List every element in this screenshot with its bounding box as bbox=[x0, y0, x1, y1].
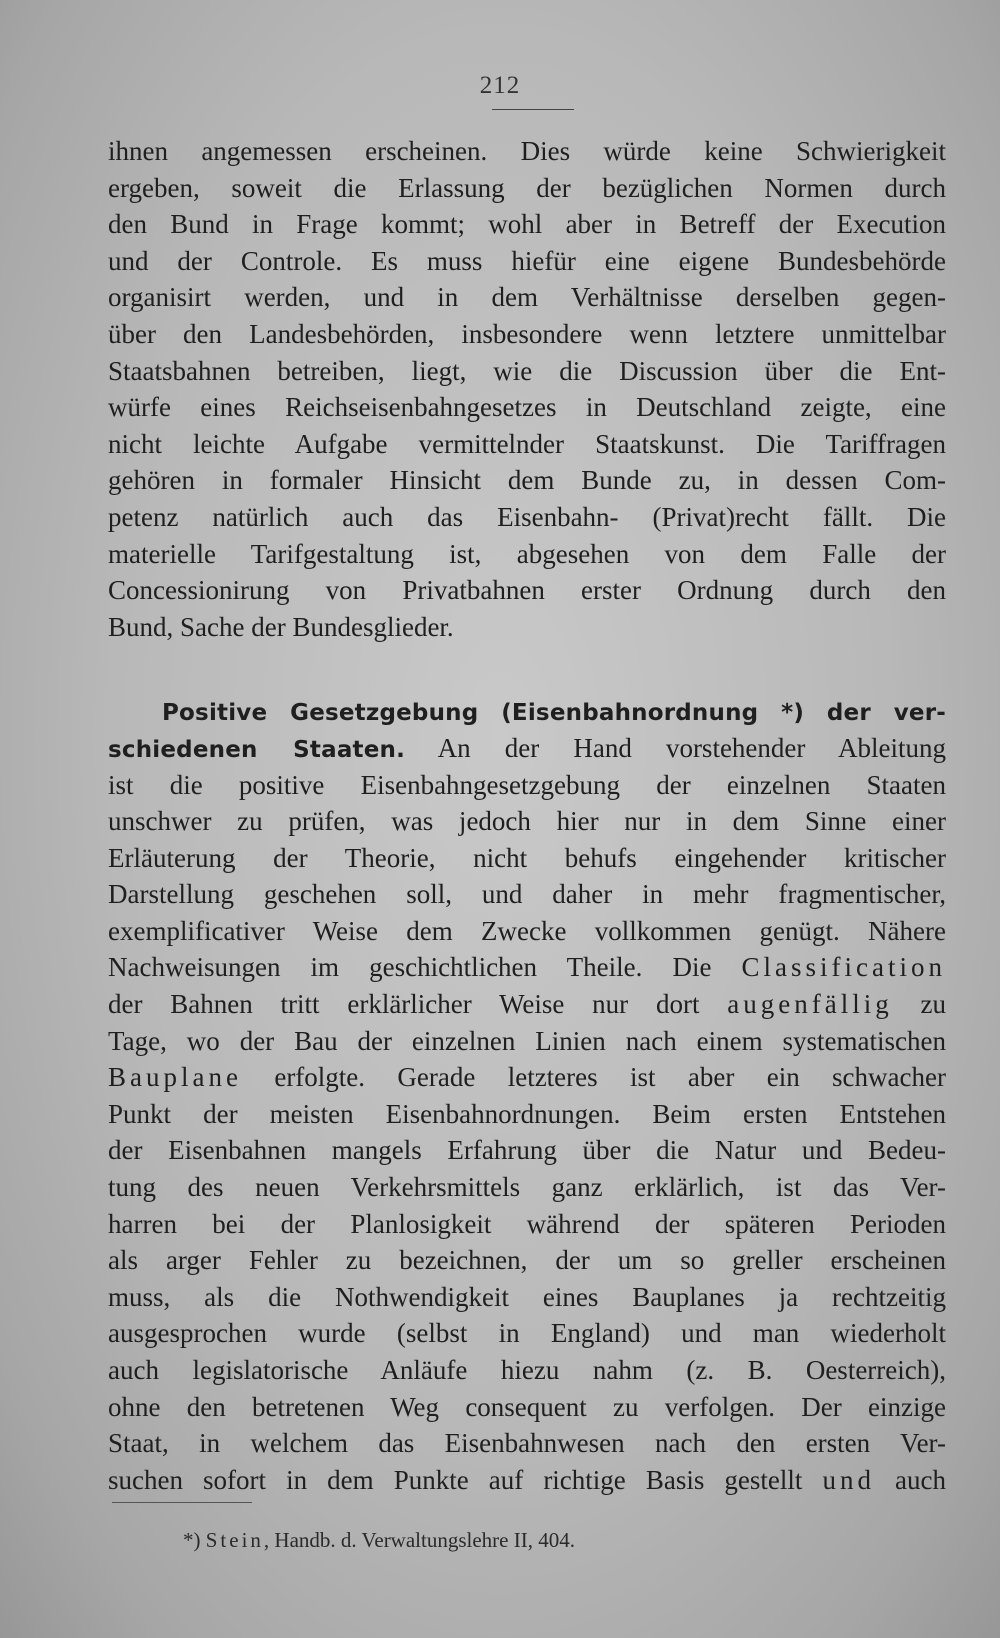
page-number: 212 bbox=[479, 72, 521, 99]
text-line: Tage, wo der Bau der einzelnen Linien nach einem systematischen bbox=[108, 1025, 946, 1056]
page-number-rule bbox=[492, 109, 574, 110]
emphasis-spaced: und bbox=[822, 1464, 875, 1495]
text-line: tung des neuen Verkehrsmittels ganz erklärlich, ist das Ver- bbox=[108, 1172, 946, 1203]
emphasis-spaced: augenfällig bbox=[727, 989, 893, 1020]
text-line: als arger Fehler zu bezeichnen, der um so greller erscheinen bbox=[108, 1245, 946, 1276]
emphasis-spaced: Classification bbox=[741, 952, 946, 983]
text-run: Nachweisungen im geschichtlichen Theile. Die bbox=[108, 952, 742, 983]
text-line: ihnen angemessen erscheinen. Dies würde keine Schwierigkeit bbox=[108, 136, 946, 166]
footnote-marker: *) bbox=[183, 1528, 206, 1552]
text-line: nicht leichte Aufgabe vermittelnder Staatskunst. Die Tariffragen bbox=[108, 428, 946, 459]
text-line bbox=[108, 730, 946, 767]
text-line bbox=[108, 949, 946, 986]
text-line: ohne den betretenen Weg consequent zu verfolgen. Der einzige bbox=[108, 1391, 946, 1422]
emphasis-spaced: Bauplane bbox=[108, 1062, 242, 1093]
section-heading-line bbox=[108, 693, 946, 730]
text-run: erfolgte. Gerade letzteres ist aber ein schwacher bbox=[241, 1062, 946, 1093]
text-line: und der Controle. Es muss hiefür eine eigene Bundesbehörde bbox=[108, 245, 946, 276]
text-line: unschwer zu prüfen, was jedoch hier nur in dem Sinne einer bbox=[108, 806, 946, 837]
text-line bbox=[108, 1059, 946, 1096]
body-text bbox=[108, 133, 946, 1498]
text-line: harren bei der Planlosigkeit während der späteren Perioden bbox=[108, 1208, 946, 1239]
text-line: Staatsbahnen betreiben, liegt, wie die Discussion über die Ent- bbox=[108, 355, 946, 386]
footnote-author: Stein bbox=[205, 1528, 264, 1552]
text-line: petenz natürlich auch das Eisenbahn- (Privat)recht fällt. Die bbox=[108, 501, 946, 532]
text-run: suchen sofort in dem Punkte auf richtige Basis gestellt bbox=[108, 1464, 823, 1495]
text-line: ausgesprochen wurde (selbst in England) und man wiederholt bbox=[108, 1318, 946, 1349]
text-run: zu bbox=[892, 989, 946, 1020]
footnote-citation: , Handb. d. Verwaltungslehre II, 404. bbox=[263, 1528, 575, 1552]
text-line: Punkt der meisten Eisenbahnordnungen. Beim ersten Entstehen bbox=[108, 1098, 946, 1129]
text-line: Bund, Sache der Bundesglieder. bbox=[108, 611, 454, 642]
text-line: exemplificativer Weise dem Zwecke vollkommen genügt. Nähere bbox=[108, 915, 946, 946]
text-line: gehören in formaler Hinsicht dem Bunde zu, in dessen Com- bbox=[108, 465, 946, 496]
text-line: den Bund in Frage kommt; wohl aber in Betreff der Execution bbox=[108, 209, 946, 240]
text-line: muss, als die Nothwendigkeit eines Bauplanes ja rechtzeitig bbox=[108, 1281, 946, 1312]
text-run: der Bahnen tritt erklärlicher Weise nur dort bbox=[108, 989, 728, 1020]
footnote bbox=[183, 1528, 575, 1553]
text-run: auch bbox=[874, 1464, 946, 1495]
text-line: materielle Tarifgestaltung ist, abgesehen von dem Falle der bbox=[108, 538, 946, 569]
text-line bbox=[108, 1462, 946, 1499]
paragraph-gap bbox=[108, 645, 946, 693]
text-line: Darstellung geschehen soll, und daher in mehr fragmentischer, bbox=[108, 879, 946, 910]
text-line: auch legislatorische Anläufe hiezu nahm (z. B. Oesterreich), bbox=[108, 1355, 946, 1385]
text-line: würfe eines Reichseisenbahngesetzes in Deutschland zeigte, eine bbox=[108, 392, 946, 423]
section-heading: Positive Gesetzgebung (Eisenbahnordnung *) der ver- bbox=[162, 700, 946, 727]
text-line: ist die positive Eisenbahngesetzgebung der einzelnen Staaten bbox=[108, 769, 946, 800]
text-line: Concessionirung von Privatbahnen erster Ordnung durch den bbox=[108, 575, 946, 606]
section-heading-continued: schiedenen Staaten. bbox=[108, 736, 406, 763]
footnote-rule bbox=[112, 1502, 252, 1503]
text-line: über den Landesbehörden, insbesondere wenn letztere unmittelbar bbox=[108, 318, 946, 349]
text-line: der Eisenbahnen mangels Erfahrung über die Natur und Bedeu- bbox=[108, 1135, 946, 1166]
text-line: Erläuterung der Theorie, nicht behufs eingehender kritischer bbox=[108, 842, 946, 873]
text-line bbox=[108, 986, 946, 1023]
text-line: Staat, in welchem das Eisenbahnwesen nach den ersten Ver- bbox=[108, 1428, 946, 1459]
text-line: organisirt werden, und in dem Verhältnisse derselben gegen- bbox=[108, 282, 946, 313]
text-run: An der Hand vorstehender Ableitung bbox=[405, 732, 946, 763]
text-line: ergeben, soweit die Erlassung der bezüglichen Normen durch bbox=[108, 172, 946, 203]
